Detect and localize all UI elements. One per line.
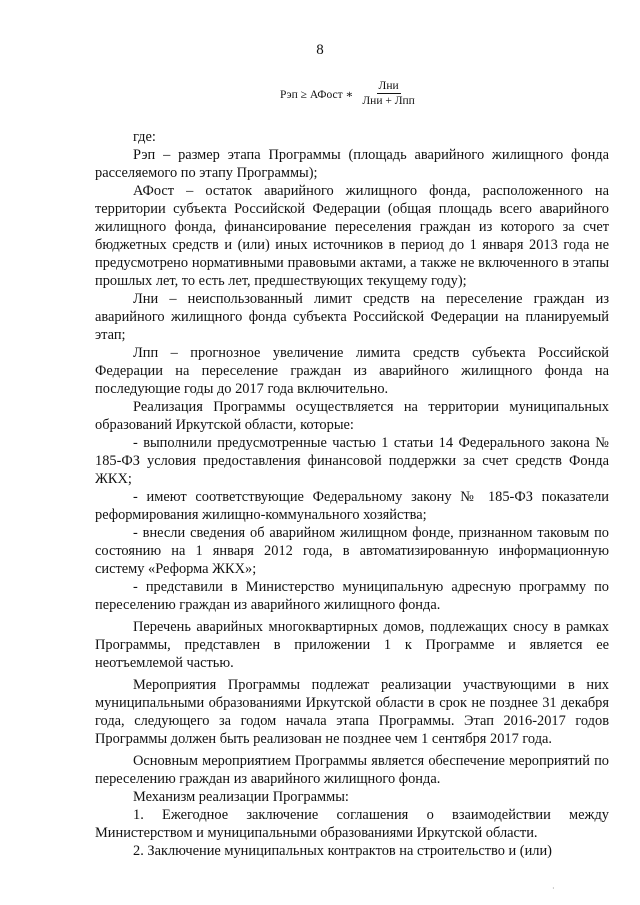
body-text: [95, 128, 609, 860]
list-item-mechanism-1: 1. Ежегодное заключение соглашения о взаимодействии между Министерством и муниципальными образованиями Иркутской области.: [95, 807, 609, 841]
paragraph-afost-definition: АФост – остаток аварийного жилищного фонда, расположенного на территории субъекта Российской Федерации (общая площадь всего аварийного жилищного фонда, финансирование переселения граждан из которого за счет бюджетных средств и (или) иных источников в период до 1 января 2013 года не предусмотрено нормативными правовыми актами, а также не включенного в этапы прошлых лет, то есть лет, предшествующих текущему году);: [95, 183, 609, 289]
formula-lhs: Рэп ≥ АФост ∗: [280, 88, 354, 101]
list-item-condition-3: - внесли сведения об аварийном жилищном фонде, признанном таковым по состоянию на 1 января 2012 года, в автоматизированную информационную систему «Реформа ЖКХ»;: [95, 525, 609, 577]
paragraph-lpp-definition: Лпп – прогнозное увеличение лимита средств субъекта Российской Федерации на переселение граждан из аварийного жилищного фонда на последующие годы до 2017 года включительно.: [95, 345, 609, 397]
paragraph-where: где:: [133, 129, 156, 145]
formula-numerator: Лни: [378, 80, 399, 92]
page-number: 8: [316, 42, 324, 58]
paragraph-lni-definition: Лни – неиспользованный лимит средств на переселение граждан из аварийного жилищного фонда субъекта Российской Федерации на планируемый этап;: [95, 291, 609, 343]
formula-denominator: Лни + Лпп: [362, 95, 415, 107]
list-item-condition-2: - имеют соответствующие Федеральному закону № 185-ФЗ показатели реформирования жилищно-коммунального хозяйства;: [95, 489, 609, 523]
list-item-condition-1: - выполнили предусмотренные частью 1 статьи 14 Федерального закона № 185-ФЗ условия предоставления финансовой поддержки за счет средств Фонда ЖКХ;: [95, 435, 609, 487]
paragraph-program-deadlines: Мероприятия Программы подлежат реализации участвующими в них муниципальными образованиями Иркутской области в срок не позднее 31 декабря года, следующего за годом начала этапа Программы. Этап 2016-2017 годов Программы должен быть реализован не позднее чем 1 сентября 2017 года.: [95, 677, 609, 747]
paragraph-implementation: Реализация Программы осуществляется на территории муниципальных образований Иркутской области, которые:: [95, 399, 609, 433]
paragraph-main-activity: Основным мероприятием Программы является обеспечение мероприятий по переселению граждан из аварийного жилищного фонда.: [95, 753, 609, 787]
formula: [280, 80, 417, 107]
paragraph-mechanism-heading: Механизм реализации Программы:: [133, 789, 349, 805]
paragraph-houses-list: Перечень аварийных многоквартирных домов, подлежащих сносу в рамках Программы, представлен в приложении 1 к Программе и является ее неотъемлемой частью.: [95, 619, 609, 671]
list-item-mechanism-2: 2. Заключение муниципальных контрактов на строительство и (или): [133, 843, 552, 859]
paragraph-rep-definition: Рэп – размер этапа Программы (площадь аварийного жилищного фонда расселяемого по этапу Программы);: [95, 147, 609, 181]
list-item-condition-4: - представили в Министерство муниципальную адресную программу по переселению граждан из аварийного жилищного фонда.: [95, 579, 609, 613]
formula-fraction: [360, 80, 416, 107]
scan-mark: ·: [552, 884, 555, 893]
